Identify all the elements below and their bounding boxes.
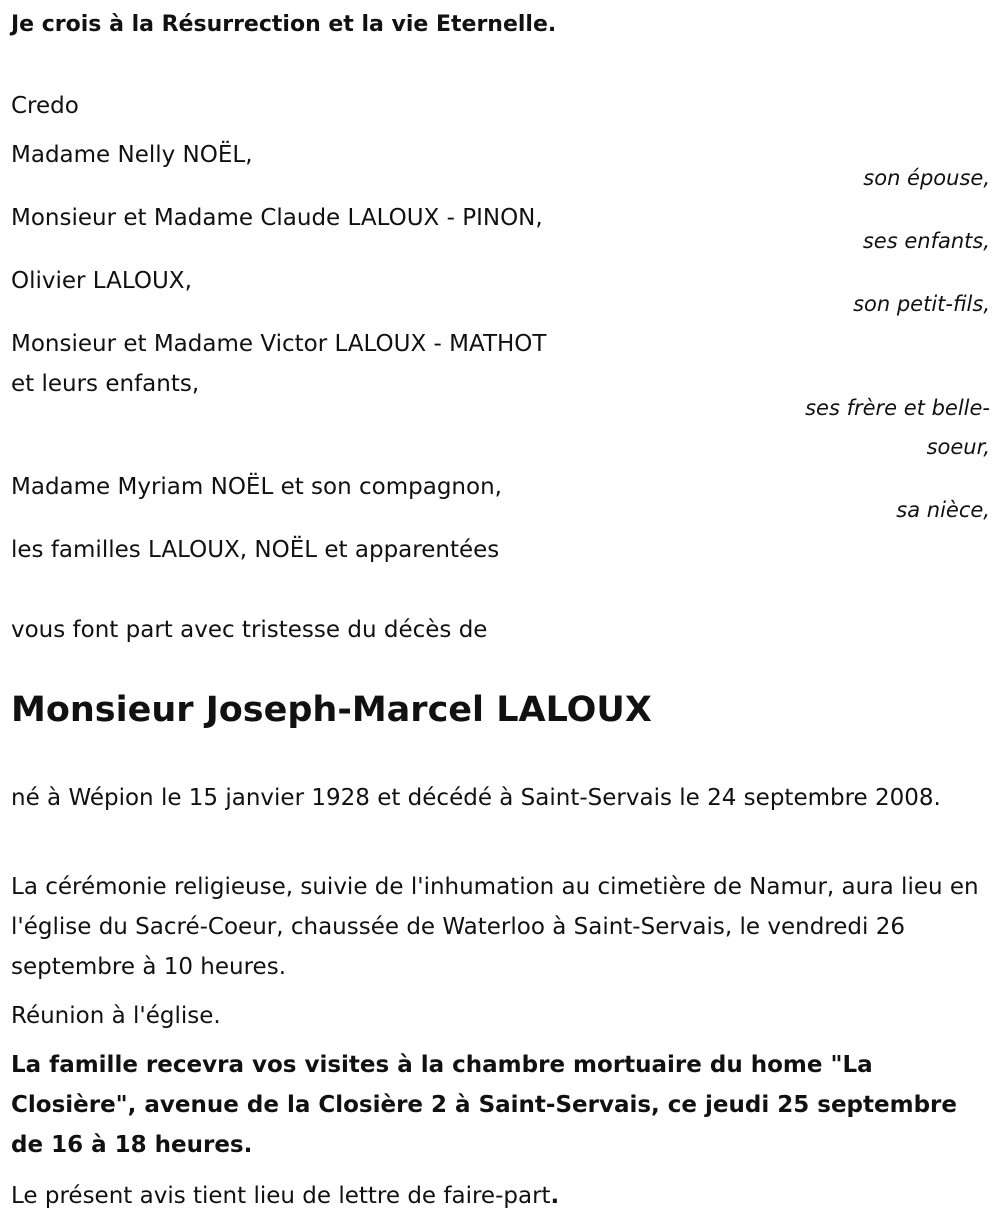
announcement-line: vous font part avec tristesse du décès de [11,617,488,643]
family-member-name: Madame Nelly NOËL, [11,142,253,168]
intro-verse: Je crois à la Résurrection et la vie Eternelle. [11,12,557,37]
family-member-name: Olivier LALOUX, [11,268,192,294]
visits-paragraph: La famille recevra vos visites à la chambre mortuaire du home "La Closière", avenue de la Closière 2 à Saint-Servais, ce jeudi 25 septembre de 16 à 18 heures. [11,1052,957,1158]
family-member-name: Madame Myriam NOËL et son compagnon, [11,474,502,500]
credo-label: Credo [11,93,79,119]
notice-paragraph [11,1176,991,1216]
notice-period: . [550,1183,560,1209]
meeting-paragraph: Réunion à l'église. [11,1003,221,1029]
ceremony-paragraph: La cérémonie religieuse, suivie de l'inhumation au cimetière de Namur, aura lieu en l'église du Sacré-Coeur, chaussée de Waterloo à Saint-Servais, le vendredi 26 septembre à 10 heures. [11,874,979,980]
notice-text: Le présent avis tient lieu de lettre de faire-part [11,1183,551,1209]
family-member-relation: ses enfants, [862,229,990,253]
family-member-relation: sa nièce, [896,498,990,522]
birth-death-paragraph: né à Wépion le 15 janvier 1928 et décédé à Saint-Servais le 24 septembre 2008. [11,785,941,811]
family-member-relation-continued: soeur, [926,435,990,459]
family-member-relation: son petit-fils, [853,292,990,316]
deceased-name: Monsieur Joseph-Marcel LALOUX [11,690,652,730]
family-member-relation: ses frère et belle- [805,396,990,420]
family-member-relation: son épouse, [863,166,990,190]
family-member-name: les familles LALOUX, NOËL et apparentées [11,537,500,563]
family-member-name: Monsieur et Madame Victor LALOUX - MATHOT [11,331,547,357]
family-member-name: Monsieur et Madame Claude LALOUX - PINON, [11,205,543,231]
family-member-name-continued: et leurs enfants, [11,371,200,397]
